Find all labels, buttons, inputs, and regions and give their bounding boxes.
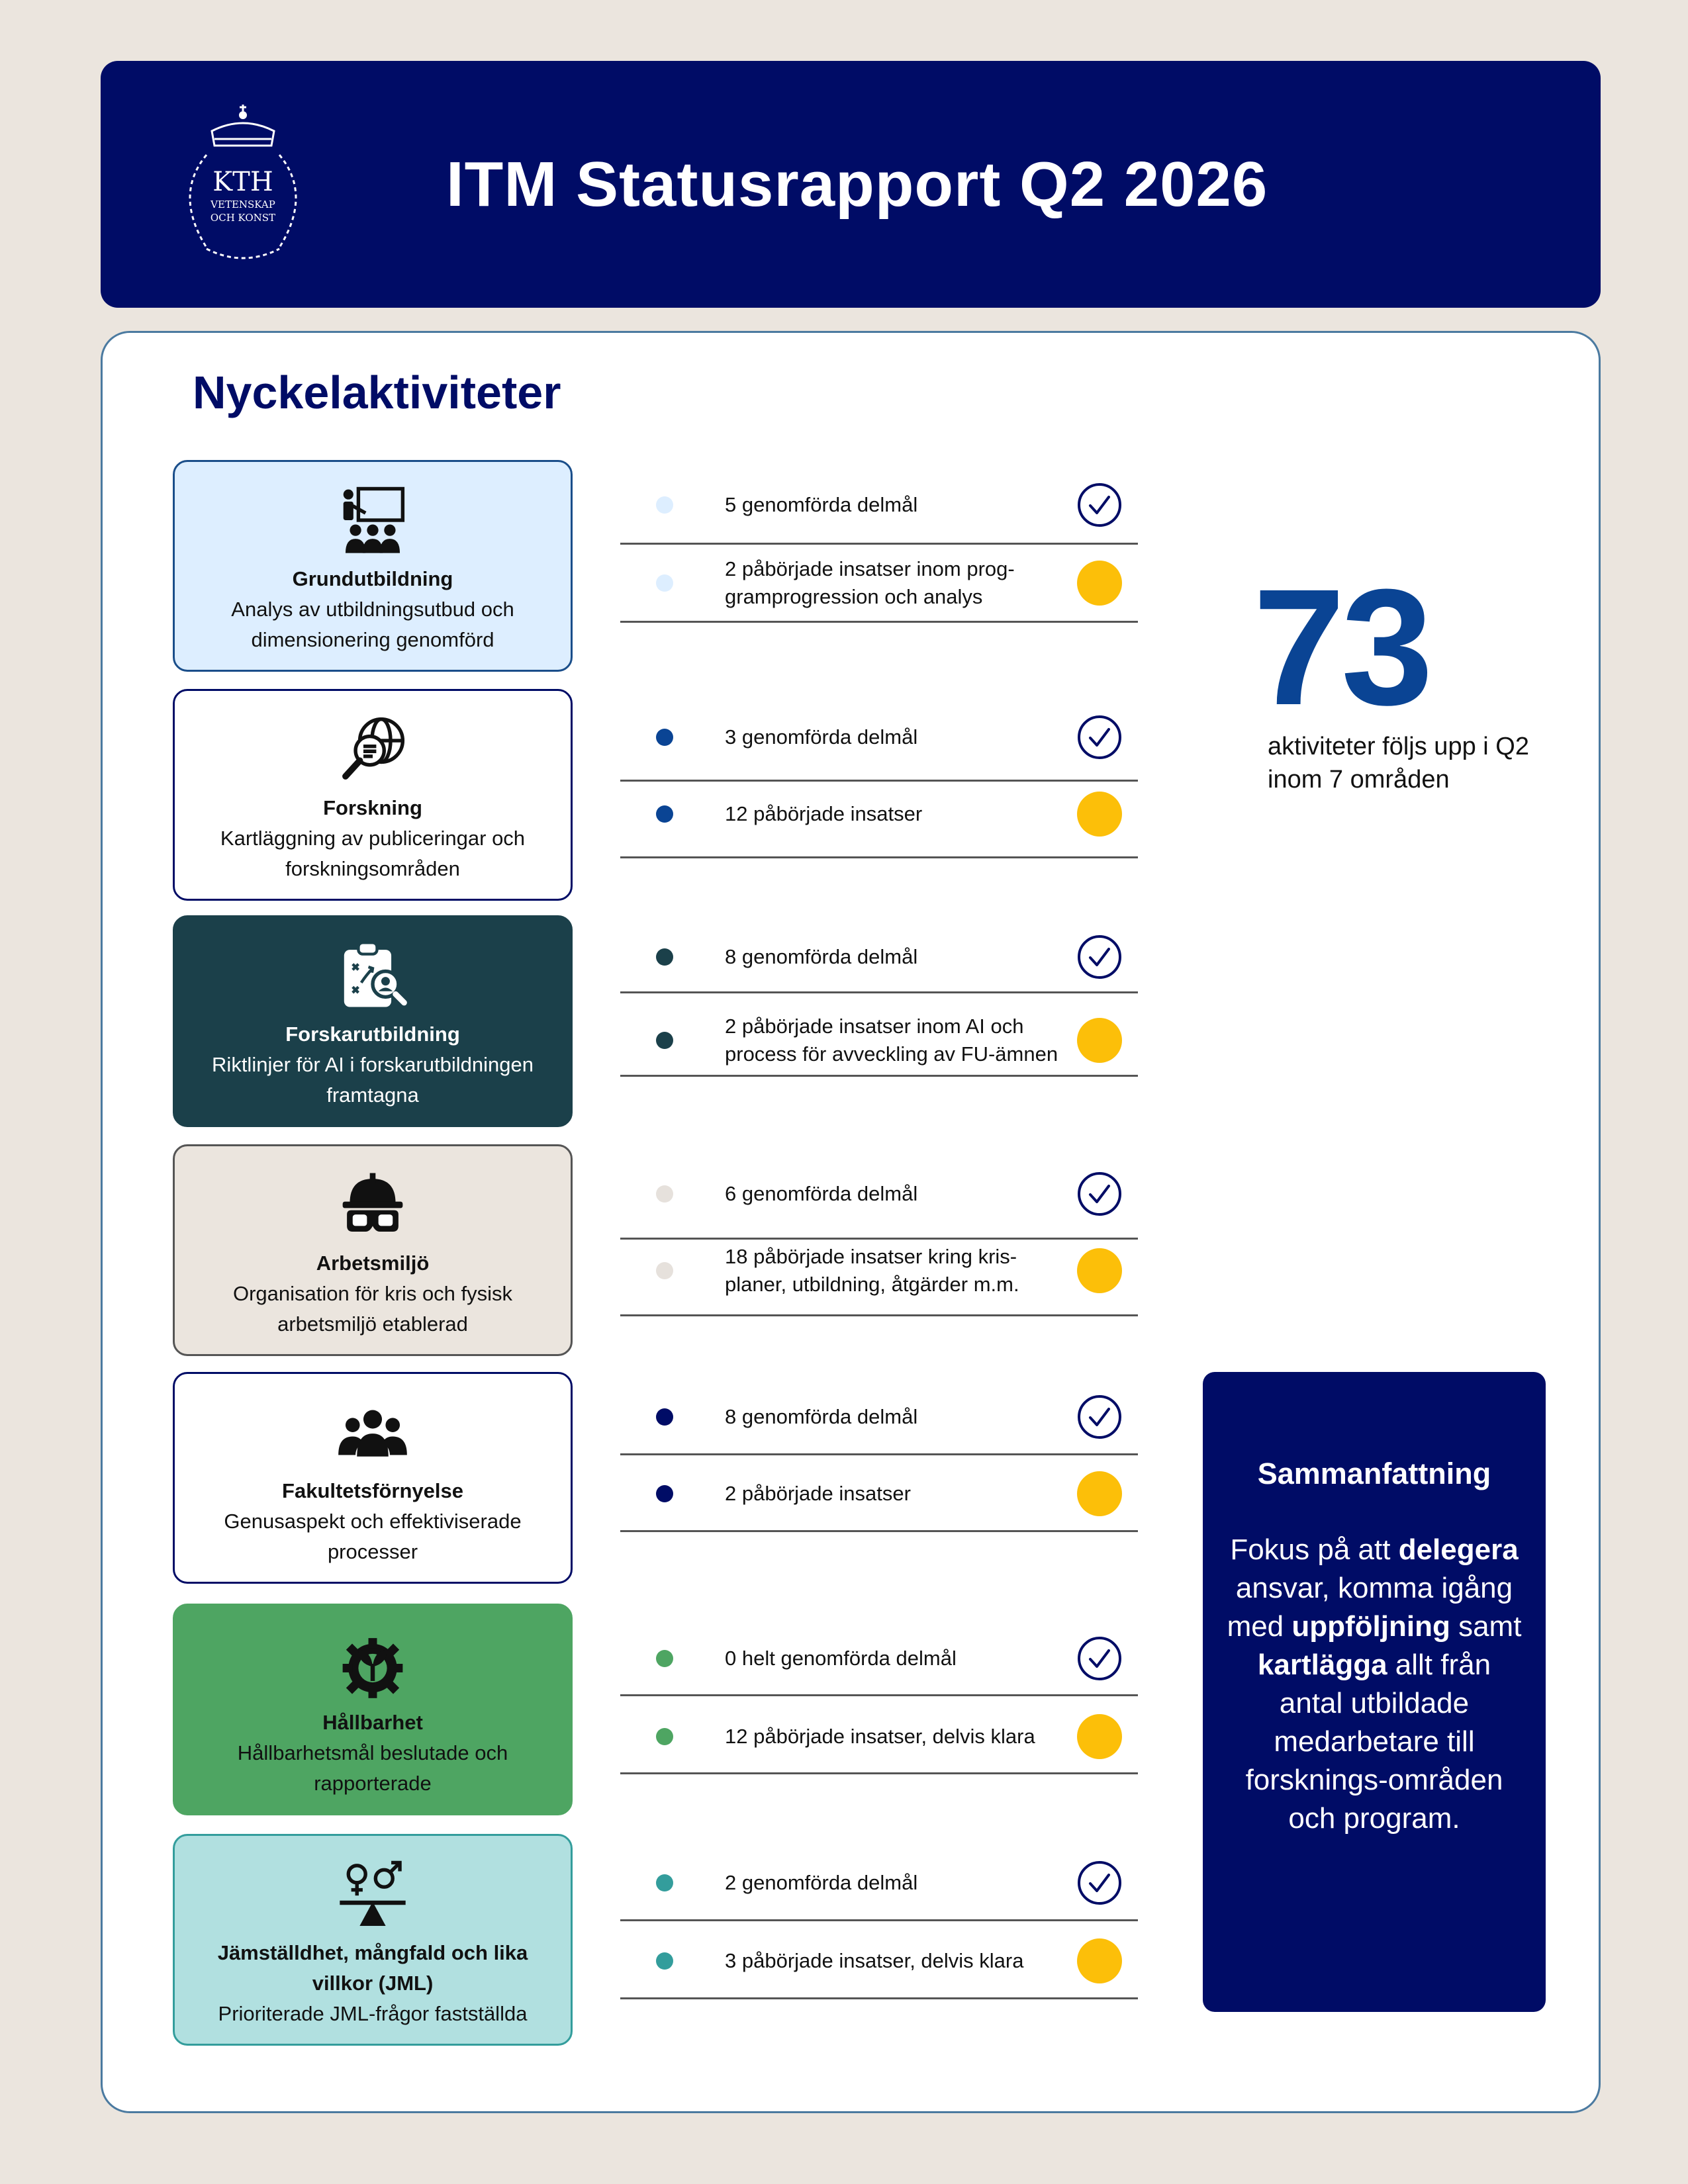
- section-title: Nyckelaktiviteter: [193, 367, 561, 418]
- status-text: 3 påbörjade insatser, delvis klara: [725, 1948, 1024, 1972]
- area-title: Forskning: [323, 796, 422, 819]
- safety-helmet-icon: [175, 1169, 571, 1240]
- area-description: Organisation för kris och fysisk arbetsmiljö etablerad: [232, 1282, 513, 1336]
- area-card-grundutbildning: [173, 460, 573, 672]
- area-card-arbetsmiljo: [173, 1144, 573, 1356]
- area-color-dot: [656, 1485, 673, 1502]
- status-text: 12 påbörjade insatser: [725, 801, 923, 825]
- summary-text: [1223, 1531, 1526, 1838]
- status-text: 8 genomförda delmål: [725, 1404, 918, 1428]
- status-item-forskning-started: [620, 771, 1138, 858]
- status-item-fakultetsfornyelse-done: [620, 1380, 1138, 1455]
- summary-keyword: kartlägga: [1257, 1649, 1387, 1681]
- clipboard-strategy-icon: [175, 940, 571, 1011]
- area-description: Prioriterade JML-frågor fastställda: [218, 2002, 528, 2025]
- kth-logo-icon: [167, 102, 319, 267]
- area-title: Grundutbildning: [292, 567, 453, 590]
- activity-count: 73: [1253, 555, 1430, 739]
- people-group-icon: [175, 1396, 571, 1468]
- area-title: Fakultetsförnyelse: [282, 1479, 463, 1502]
- area-title: Forskarutbildning: [285, 1023, 460, 1046]
- status-item-jamstalldhet-mangfald-started: [620, 1924, 1138, 1999]
- status-item-forskarutbildning-started: [620, 1005, 1138, 1077]
- area-color-dot: [656, 948, 673, 966]
- status-text: 3 genomförda delmål: [725, 725, 918, 749]
- summary-fragment: ansvar, komma igång med: [1227, 1572, 1513, 1643]
- area-color-dot: [656, 729, 673, 746]
- check-circle-icon: [1077, 1860, 1122, 1905]
- area-card-jamstalldhet-mangfald: [173, 1834, 573, 2046]
- research-icon: [175, 713, 571, 785]
- status-text: 8 genomförda delmål: [725, 944, 918, 968]
- area-color-dot: [656, 1262, 673, 1279]
- pending-dot-icon: [1077, 1248, 1122, 1293]
- status-item-hallbarhet-done: [620, 1622, 1138, 1696]
- pending-dot-icon: [1077, 1471, 1122, 1516]
- status-item-forskning-done: [620, 694, 1138, 782]
- status-text: 5 genomförda delmål: [725, 492, 918, 516]
- summary-fragment: samt: [1450, 1610, 1522, 1643]
- status-item-grundutbildning-done: [620, 467, 1138, 545]
- check-circle-icon: [1077, 934, 1122, 979]
- status-text: 2 genomförda delmål: [725, 1870, 918, 1894]
- area-card-hallbarhet: [173, 1604, 573, 1815]
- status-text: 12 påbörjade insatser, delvis klara: [725, 1724, 1035, 1748]
- check-circle-icon: [1077, 1171, 1122, 1216]
- area-color-dot: [656, 1874, 673, 1891]
- report-header: [101, 61, 1601, 308]
- area-card-forskarutbildning: [173, 915, 573, 1127]
- status-item-arbetsmiljo-started: [620, 1226, 1138, 1316]
- check-circle-icon: [1077, 1636, 1122, 1681]
- status-text: 2 påbörjade insatser: [725, 1481, 911, 1505]
- area-card-forskning: [173, 689, 573, 901]
- summary-fragment: Fokus på att: [1230, 1533, 1399, 1566]
- status-text: 2 påbörjade insatser inom AI och process för avveckling av FU-ämnen: [725, 1014, 1058, 1066]
- gender-balance-icon: [175, 1858, 571, 1930]
- svg-text:KTH: KTH: [212, 167, 273, 197]
- area-color-dot: [656, 1185, 673, 1203]
- summary-keyword: uppföljning: [1291, 1610, 1450, 1643]
- status-text: 6 genomförda delmål: [725, 1181, 918, 1205]
- pending-dot-icon: [1077, 792, 1122, 837]
- page-title: ITM Statusrapport Q2 2026: [446, 149, 1268, 220]
- summary-fragment: allt från antal utbildade medarbetare till forsknings-områden och program.: [1245, 1649, 1503, 1835]
- lecture-icon: [175, 484, 571, 556]
- area-title: Arbetsmiljö: [316, 1251, 430, 1275]
- area-color-dot: [656, 1952, 673, 1970]
- key-activities-panel: [101, 331, 1601, 2113]
- area-color-dot: [656, 1650, 673, 1667]
- activity-count-caption: aktiviteter följs upp i Q2 inom 7 områden: [1268, 733, 1529, 794]
- check-circle-icon: [1077, 715, 1122, 760]
- status-item-forskarutbildning-done: [620, 922, 1138, 993]
- pending-dot-icon: [1077, 1714, 1122, 1759]
- summary-keyword: delegera: [1398, 1533, 1519, 1566]
- area-description: Hållbarhetsmål beslutade och rapporterade: [237, 1741, 508, 1795]
- status-item-jamstalldhet-mangfald-done: [620, 1846, 1138, 1921]
- sustainability-gear-icon: [175, 1628, 571, 1700]
- status-text: 2 påbörjade insatser inom prog- gramprogression och analys: [725, 557, 1015, 608]
- area-color-dot: [656, 1728, 673, 1745]
- area-color-dot: [656, 1408, 673, 1426]
- status-text: 0 helt genomförda delmål: [725, 1646, 957, 1670]
- area-description: Riktlinjer för AI i forskarutbildningen framtagna: [212, 1053, 534, 1107]
- area-description: Kartläggning av publiceringar och forskningsområden: [220, 827, 526, 880]
- check-circle-icon: [1077, 482, 1122, 527]
- status-item-grundutbildning-started: [620, 545, 1138, 623]
- area-color-dot: [656, 1032, 673, 1049]
- summary-title: Sammanfattning: [1257, 1457, 1491, 1490]
- pending-dot-icon: [1077, 1018, 1122, 1063]
- summary-box: [1203, 1372, 1546, 2012]
- area-title: Jämställdhet, mångfald och lika villkor (JML): [217, 1941, 528, 1995]
- area-color-dot: [656, 805, 673, 823]
- pending-dot-icon: [1077, 1938, 1122, 1983]
- svg-text:OCH KONST: OCH KONST: [210, 212, 276, 224]
- area-description: Genusaspekt och effektiviserade processer: [224, 1510, 522, 1563]
- area-color-dot: [656, 496, 673, 514]
- svg-text:VETENSKAP: VETENSKAP: [211, 199, 275, 210]
- area-card-fakultetsfornyelse: [173, 1372, 573, 1584]
- status-text: 18 påbörjade insatser kring kris- planer, utbildning, åtgärder m.m.: [725, 1244, 1019, 1296]
- status-item-fakultetsfornyelse-started: [620, 1457, 1138, 1532]
- pending-dot-icon: [1077, 561, 1122, 606]
- area-title: Hållbarhet: [322, 1711, 423, 1734]
- status-item-hallbarhet-started: [620, 1700, 1138, 1774]
- area-color-dot: [656, 574, 673, 592]
- check-circle-icon: [1077, 1394, 1122, 1439]
- area-description: Analys av utbildningsutbud och dimensionering genomförd: [231, 598, 514, 651]
